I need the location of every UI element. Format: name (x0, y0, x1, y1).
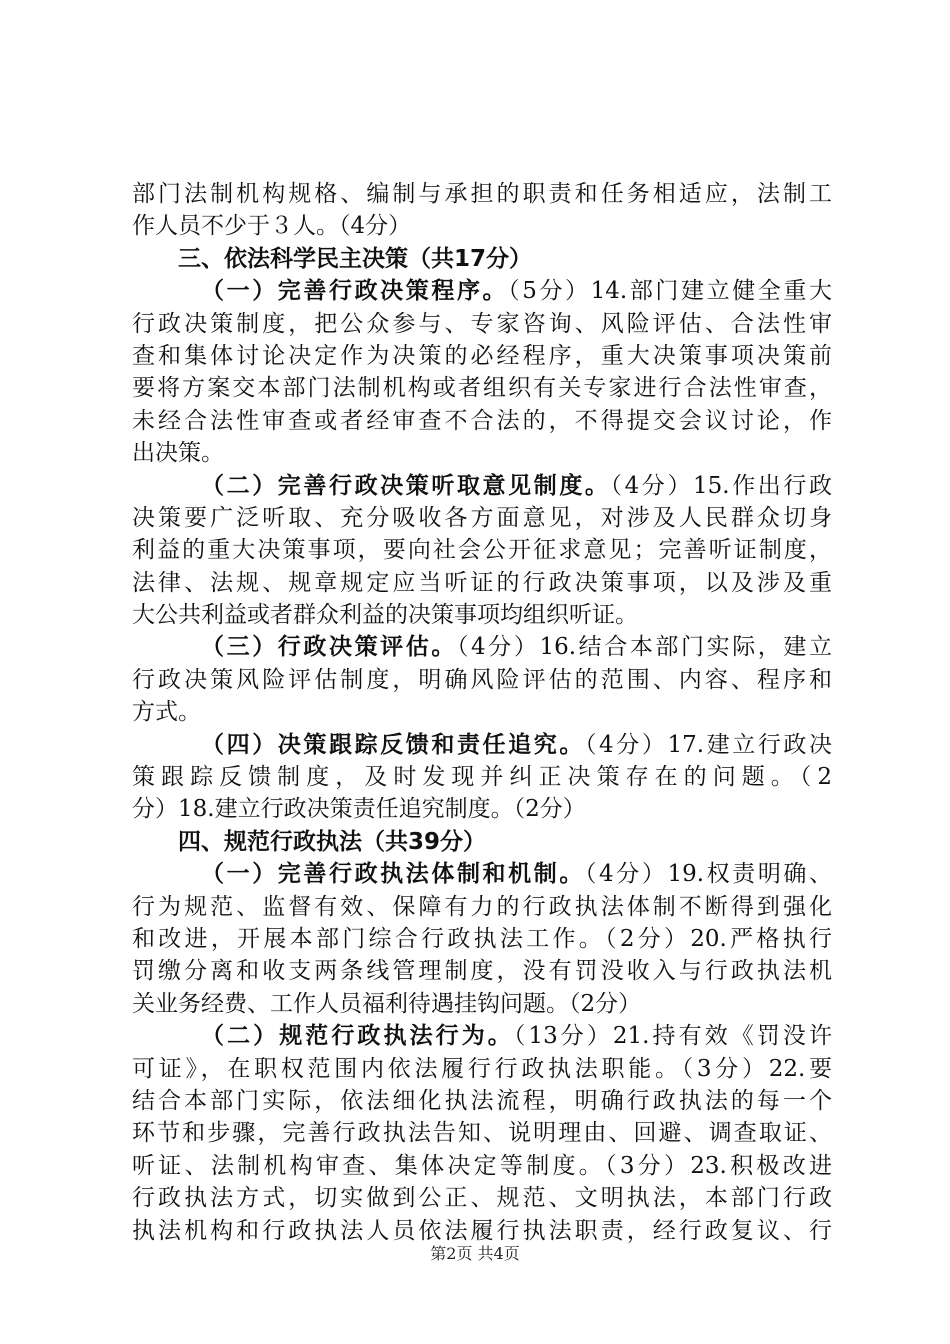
line-text: 决策要广泛听取、充分吸收各方面意见，对涉及人民群众切身 (132, 504, 832, 531)
line-text: 大公共利益或者群众利益的决策事项均组织听证。 (132, 602, 638, 629)
line-text: 利益的重大决策事项，要向社会公开征求意见；完善听证制度， (132, 537, 832, 564)
text-line (132, 793, 832, 825)
subsection-heading: （二）规范行政执法行为。 (201, 1023, 514, 1050)
text-line (132, 955, 832, 987)
line-text: 作人员不少于３人。（4分） (132, 213, 412, 240)
text-line (132, 696, 832, 728)
text-line (132, 891, 832, 923)
line-text: 法律、法规、规章规定应当听证的行政决策事项，以及涉及重 (132, 569, 832, 596)
line-text: 未经合法性审查或者经审查不合法的，不得提交会议讨论，作 (132, 407, 832, 434)
text-line (132, 1117, 832, 1149)
text-line (132, 761, 832, 793)
line-text: 和改进，开展本部门综合行政执法工作。（2分）20.严格执行 (132, 925, 832, 952)
line-text: 查和集体讨论决定作为决策的必经程序，重大决策事项决策前 (132, 342, 832, 369)
line-text: （4分）19.权责明确、 (584, 861, 833, 888)
subsection-heading: （三）行政决策评估。 (201, 634, 457, 661)
subsection-line (132, 275, 832, 307)
line-text: 可证》，在职权范围内依法履行行政执法职能。（3分）22.要 (132, 1055, 832, 1082)
line-text: 结合本部门实际，依法细化执法流程，明确行政执法的每一个 (132, 1087, 832, 1114)
line-text: 要将方案交本部门法制机构或者组织有关专家进行合法性审查， (132, 375, 832, 402)
text-line (132, 1085, 832, 1117)
section-heading-text: 四、规范行政执法（共39分） (178, 828, 487, 855)
text-line (132, 1150, 832, 1182)
page-footer (0, 1244, 950, 1264)
text-line (132, 599, 832, 631)
subsection-heading: （一）完善行政决策程序。 (201, 278, 509, 305)
line-text: （4分）16.结合本部门实际，建立 (456, 634, 832, 661)
line-text: 行为规范、监督有效、保障有力的行政执法体制不断得到强化 (132, 893, 832, 920)
line-text: 方式。 (132, 699, 201, 726)
line-text: （5分）14.部门建立健全重大 (508, 278, 832, 305)
line-text: 罚缴分离和收支两条线管理制度，没有罚没收入与行政执法机 (132, 958, 832, 985)
line-text: 部门法制机构规格、编制与承担的职责和任务相适应，法制工 (132, 181, 832, 207)
line-text: 策跟踪反馈制度，及时发现并纠正决策存在的问题。（2 (132, 764, 832, 791)
subsection-line (132, 470, 832, 502)
text-line (132, 308, 832, 340)
line-text: 行政决策风险评估制度，明确风险评估的范围、内容、程序和 (132, 666, 832, 693)
text-line (132, 502, 832, 534)
line-text: 执法机构和行政执法人员依法履行执法职责，经行政复议、行 (132, 1217, 832, 1244)
subsection-heading: （二）完善行政决策听取意见制度。 (201, 472, 611, 499)
subsection-line (132, 858, 832, 890)
subsection-line (132, 631, 832, 663)
line-text: 出决策。 (132, 440, 224, 467)
text-line (132, 1053, 832, 1085)
subsection-heading: （四）决策跟踪反馈和责任追究。 (201, 731, 585, 758)
text-line (132, 340, 832, 372)
section-heading-text: 三、依法科学民主决策（共17分） (178, 245, 533, 272)
text-line (132, 437, 832, 469)
text-line (132, 372, 832, 404)
line-text: （4分）17.建立行政决 (584, 731, 833, 758)
line-text: 分）18.建立行政决策责任追究制度。（2分） (132, 796, 586, 823)
section-heading (132, 243, 832, 275)
text-line (132, 1215, 832, 1247)
line-text: 行政决策制度，把公众参与、专家咨询、风险评估、合法性审 (132, 310, 832, 337)
text-line (132, 923, 832, 955)
text-line (132, 534, 832, 566)
page-number: 第2页 共4页 (430, 1244, 520, 1263)
text-line (132, 1182, 832, 1214)
text-line (132, 664, 832, 696)
text-line (132, 405, 832, 437)
text-line (132, 567, 832, 599)
line-text: 听证、法制机构审查、集体决定等制度。（3分）23.积极改进 (132, 1152, 832, 1179)
subsection-line (132, 729, 832, 761)
section-heading (132, 826, 832, 858)
text-line (132, 988, 832, 1020)
subsection-line (132, 1020, 832, 1052)
line-text: 行政执法方式，切实做到公正、规范、文明执法，本部门行政 (132, 1185, 832, 1212)
line-text: 环节和步骤，完善行政执法告知、说明理由、回避、调查取证、 (132, 1120, 832, 1147)
document-body (132, 178, 832, 1247)
line-text: （13分）21.持有效《罚没许 (513, 1023, 832, 1050)
line-text: （4分）15.作出行政 (610, 472, 833, 499)
text-line (132, 178, 832, 210)
text-line (132, 210, 832, 242)
line-text: 关业务经费、工作人员福利待遇挂钩问题。（2分） (132, 990, 642, 1017)
subsection-heading: （一）完善行政执法体制和机制。 (201, 861, 585, 888)
